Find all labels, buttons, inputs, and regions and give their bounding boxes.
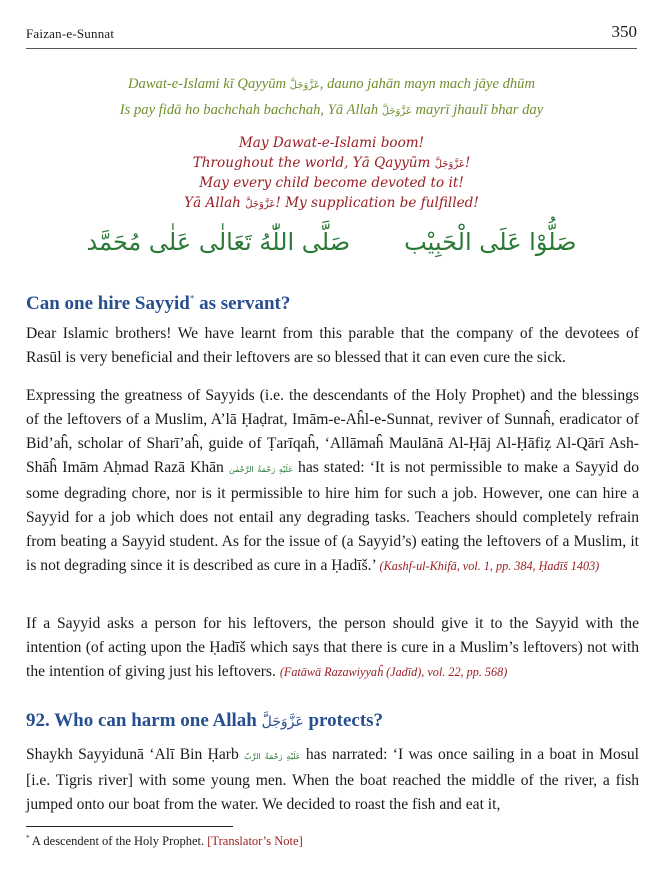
book-title: Faizan-e-Sunnat (26, 26, 115, 41)
footnote: * A descendent of the Holy Prophet. [Translator’s Note] (26, 834, 303, 849)
honorific-glyph: عَزَّوَجَلَّ (434, 158, 465, 170)
translator-note: [Translator’s Note] (207, 834, 303, 849)
header-rule (26, 48, 637, 49)
honorific-glyph: عَلَيْهِ رَحْمَةُ الرَّحْمٰن (228, 465, 293, 474)
footnote-rule (26, 826, 233, 827)
honorific-glyph: عَزَّوَجَلَّ (261, 714, 304, 730)
paragraph: Expressing the greatness of Sayyids (i.e. the descendants of the Holy Prophet) and the blessings of the leftovers of a Muslim, A’lā Ḥaḍrat, Imām-e-Aĥl-e-Sunnat, reviver of Sunnaĥ, eradicator of Bid’aĥ, scholar of Sharī’aĥ, guide of Ṭarīqaĥ, ‘Allāmaĥ Maulānā Al-Ḥāj Al-Ḥāfiẓ Al-Qārī Ash-Shāĥ Imām Aḥmad Razā Khān عَلَيْهِ رَحْمَةُ الرَّحْمٰن has stated: ‘It is not permissible to make a Sayyid do some degrading chore, nor is it permissible to hire him for such a job. However, one can hire a Sayyid for a job which does not entail any degrading tasks. Teachers should completely refrain from beating a Sayyid student. As for the issue of (a Sayyid’s) eating the leftovers of a Muslim, it is not degrading since it is described as cure in a Ḥadīš.’ (Kashf-ul-Khifā, vol. 1, pp. 384, Ḥadīš 1403) (26, 387, 639, 574)
salat-left: صَلَّى اللّٰهُ تَعَالٰى عَلٰى مُحَمَّد (86, 228, 351, 256)
salat-right: صَلُّوْا عَلَى الْحَبِيْب (404, 228, 577, 256)
salat-calligraphy (26, 222, 637, 262)
honorific-glyph: عَزَّوَجَلَّ (289, 80, 320, 91)
poem-translation (26, 134, 637, 214)
honorific-glyph: عَزَّوَجَلَّ (245, 198, 276, 210)
honorific-glyph: عَزَّوَجَلَّ (381, 106, 412, 117)
poem-line: Is pay fidā ho bachchah bachchah, Yā Allah عَزَّوَجَلَّ mayrī jhaulī bhar day (119, 102, 544, 118)
reference-citation: (Fatāwā Razawiyyaĥ (Jadīd), vol. 22, pp. 568) (279, 665, 508, 679)
page-number: 350 (611, 22, 637, 41)
section-heading-sayyid: Can one hire Sayyid* as servant? (26, 293, 291, 314)
poem-line: Yā Allah عَزَّوَجَلَّ! My supplication be fulfilled! (184, 194, 479, 211)
section-heading-92: 92. Who can harm one Allah عَزَّوَجَلَّ protects? (26, 710, 384, 731)
paragraph: Shaykh Sayyidunā ‘Alī Bin Ḥarb عَلَيْهِ رَحْمَةُ الرَّبّ has narrated: ‘I was once sailing in a boat in Mosul [i.e. Tigris river] with some young men. When the boat reached the middle of the river, a fish jumped onto our boat from the water. We decided to roast the fish and eat it, (26, 746, 639, 813)
poem-line: Dawat-e-Islami kī Qayyūm عَزَّوَجَلَّ, dauno jahān mayn mach jāye dhūm (127, 76, 536, 92)
footnote-marker: * (189, 293, 195, 304)
honorific-glyph: عَلَيْهِ رَحْمَةُ الرَّبّ (244, 752, 301, 761)
reference-citation: (Kashf-ul-Khifā, vol. 1, pp. 384, Ḥadīš 1403) (379, 559, 600, 573)
paragraph: If a Sayyid asks a person for his leftovers, the person should give it to the Sayyid with the intention (of acting upon the Ḥadīš which says that there is cure in a Muslim’s leftovers) not with the intention of giving just his leftovers. (Fatāwā Razawiyyaĥ (Jadīd), vol. 22, pp. 568) (26, 615, 639, 680)
poem-transliteration (26, 72, 637, 124)
poem-line: Throughout the world, Yā Qayyūm عَزَّوَجَلَّ! (192, 154, 471, 171)
poem-line: May every child become devoted to it! (199, 175, 464, 191)
paragraph: Dear Islamic brothers! We have learnt from this parable that the company of the devotees of Rasūl is very beneficial and their leftovers are so blessed that it can even cure the sick. (26, 325, 639, 366)
poem-line: May Dawat-e-Islami boom! (238, 135, 425, 151)
footnote-marker: * (26, 834, 30, 842)
page-header (26, 22, 637, 48)
